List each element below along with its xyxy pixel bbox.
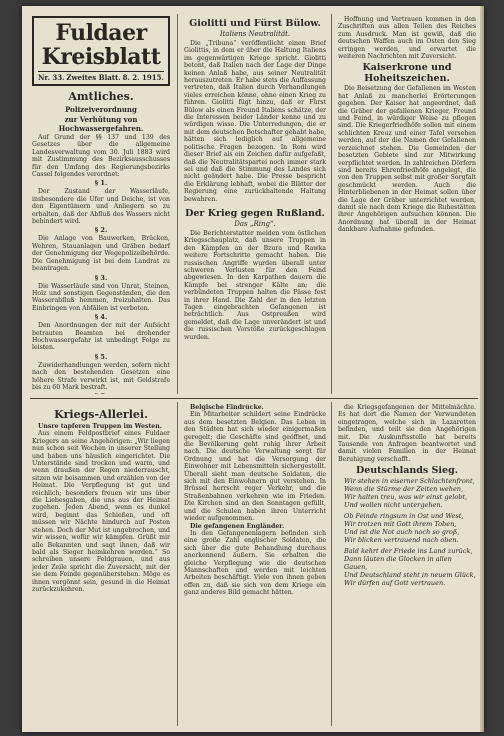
- masthead-title: Fuldaer Kreisblatt: [41, 20, 161, 70]
- article-lead: [32, 423, 170, 430]
- article-subheading: Das „Ring“.: [234, 219, 276, 228]
- poem-line: Und wollen nicht untergehen.: [344, 501, 443, 510]
- decree-paragraph: Den Anordnungen der mit der Aufsicht betrauten Beamten bei drohender Hochwassergefahr ist unbedingt Folge zu leisten.: [32, 322, 170, 352]
- column-rule: [331, 402, 332, 726]
- poem-line: Dann läuten die Glocken in allen Gauen,: [344, 555, 452, 572]
- decree-title: Polizeiverordnung: [65, 105, 137, 114]
- article-body: Die Beisetzung der Gefallenen im Westen hat Anlaß zu mancherlei Erörterungen gegeben. Der Kaiser hat angeordnet, daß die Gräber der gefallenen Krieger, Freund und Feind, in würdiger Weise zu pflegen sind. Die Kriegerfriedhöfe sollen mit einem schlichten Kreuz und einer Tafel versehen werden, auf der die Namen der Gefallenen verzeichnet stehen. Die Gemeinden der besetzten Gebiete sind zur Mitwirkung verpflichtet worden. In zahlreichen Dörfern sind bereits Ehrenfriedhöfe angelegt, die von den Truppen selbst mit großer Sorgfalt geschmückt werden. Auch die Hinterbliebenen in der Heimat sollen über die Lage der Gräber unterrichtet werden, damit sie nach dem Kriege die Ruhestätten ihrer Angehörigen aufsuchen können. Die Anordnung hat überall in der Heimat dankbare Aufnahme gefunden.: [338, 85, 476, 234]
- paragraph-number: § 2.: [94, 226, 108, 235]
- decree-paragraph: Die Anlage von Bauwerken, Brücken, Wehren, Stauanlagen und Gräben bedarf der Genehmigung der Wegepolizeibehörde. Die Genehmigung ist bei dem Landrat zu beantragen.: [32, 235, 170, 273]
- paragraph-number: § 3.: [94, 273, 108, 282]
- poem-line: Wir blicken vertrauend nach oben.: [344, 536, 459, 545]
- decree-paragraph: Zuwiderhandlungen werden, sofern nicht nach den bestehenden Gesetzen eine höhere Strafe verwirkt ist, mit Geldstrafe bis zu 60 Mark bestraft.: [32, 361, 170, 391]
- column-kriegsallerlei: [32, 404, 170, 724]
- article-lead-title: Belgische Eindrücke.: [190, 404, 264, 411]
- decree-paragraph: Der Zustand der Wasserläufe, insbesondere die Ufer und Deiche, ist von den Eigentümern und Anliegern so zu erhalten, daß der Abfluß des Wassers nicht behindert wird.: [32, 188, 170, 226]
- issue-number: Nr. 33.: [38, 73, 65, 82]
- masthead: [32, 16, 170, 86]
- article-lead-title: Die gefangenen Engländer.: [190, 522, 285, 530]
- poem-line: Bald kehrt der Friede ins Land zurück,: [344, 547, 473, 556]
- paragraph-number: [32, 392, 170, 394]
- article-body: Die Berichterstatter melden vom östlichen Kriegsschauplatz, daß unsere Truppen in den Kämpfen an der Bzura und Rawka weitere Fortschritte gemacht haben. Die russischen Angriffe wurden überall unter schweren Verlusten für den Feind abgewiesen. In den Karpathen dauern die Kämpfe bei strenger Kälte an; die verbündeten Truppen halten die Pässe fest in ihrer Hand. Die Zahl der in den letzten Tagen eingebrachten Gefangenen ist beträchtlich. Aus Ostpreußen wird gemeldet, daß die Lage unverändert ist und die russischen Vorstöße zurückgeschlagen wurden.: [184, 229, 326, 341]
- column-rule: [177, 14, 178, 394]
- column-politics: [184, 16, 326, 394]
- article-lead: [184, 523, 326, 530]
- column-rule: [177, 402, 178, 726]
- article-body: In den Gefangenenlagern befinden sich eine große Zahl englischer Soldaten, die sich über die gute Behandlung durchaus anerkennend äußern. Sie erhalten die gleiche Verpflegung wie die deutschen Mannschaften und werden mit leichten Arbeiten beschäftigt. Viele von ihnen geben offen zu, daß sie sich von dem Kriege ein ganz anderes Bild gemacht hätten.: [184, 529, 326, 597]
- section-heading: Kriegs-Allerlei.: [54, 408, 148, 421]
- column-poem: [338, 404, 476, 724]
- article-body: die Kriegsgefangenen der Mittelmächte. Es hat dort die Namen der Verwundeten eingetragen, welche sich in Lazaretten befinden, und teilt sie den Angehörigen mit. Die Auskunftsstelle hat bereits Tausende von Anfragen beantwortet und damit vielen Familien in der Heimat Beruhigung verschafft.: [338, 404, 476, 463]
- column-amtliches: [32, 16, 170, 394]
- poem-heading: Deutschlands Sieg.: [355, 465, 459, 477]
- column-kaiser: [338, 16, 476, 394]
- article-lead: [184, 404, 326, 411]
- masthead-info: [38, 71, 164, 82]
- section-rule: [30, 398, 478, 399]
- paragraph-number: § 5.: [94, 352, 108, 361]
- section-heading: Amtliches.: [68, 90, 134, 103]
- article-subheading: Italiens Neutralität.: [219, 30, 291, 38]
- article-heading: Der Krieg gegen Rußland.: [185, 207, 325, 219]
- poem-line: Wir halten treu, was wir einst gelobt,: [344, 493, 468, 502]
- column-belgium: [184, 404, 326, 724]
- decree-paragraph: Die Wasserläufe sind von Unrat, Steinen, Holz und sonstigen Gegenständen, die den Wasserabfluß hemmen, freizuhalten. Das Einbringen von Abfällen ist verboten.: [32, 282, 170, 312]
- decree-subtitle: zur Verhütung von Hochwassergefahren.: [58, 115, 144, 133]
- poem-line: Ob Feinde ringsum in Ost und West,: [344, 512, 464, 521]
- paragraph-number: § 4.: [94, 313, 108, 322]
- poem-line: Wir trotzen mit Gott ihrem Toben,: [344, 520, 457, 529]
- article-body: Hoffnung und Vertrauen kommen in den Zuschriften aus allen Teilen des Reiches zum Ausdruck. Man ist gewiß, daß die deutschen Waffen auch im Osten den Sieg erringen werden, und erwartet die weiteren Nachrichten mit Zuversicht.: [338, 16, 476, 61]
- article-body: Ein Mitarbeiter schildert seine Eindrücke aus dem besetzten Belgien. Das Leben in den Städten hat sich wieder einigermaßen geregelt; die Geschäfte sind geöffnet, und die Bevölkerung geht ruhig ihrer Arbeit nach. Die deutsche Verwaltung sorgt für Ordnung und hat die Versorgung der Einwohner mit Lebensmitteln sichergestellt. Überall sieht man deutsche Soldaten, die sich mit den Einwohnern gut verstehen. In Brüssel herrscht reger Verkehr, und die Straßenbahnen verkehren wie im Frieden. Die Kirchen sind an den Sonntagen gefüllt, und die Schulen haben ihren Unterricht wieder aufgenommen.: [184, 411, 326, 523]
- newspaper-page: [22, 6, 484, 732]
- article-heading: Kaiserkrone und Hoheitszeichen.: [362, 62, 452, 85]
- poem-line: Wir stehen in eiserner Schlachtenfront,: [344, 477, 475, 486]
- article-body: Die „Tribuna“ veröffentlicht einen Brief Giolittis, in dem er über die Haltung Italiens im gegenwärtigen Kriege spricht. Giolitti betont, daß Italien nach der Lage der Dinge keinen Anlaß habe, aus seiner Neutralität herauszutreten. Er habe stets die Auffassung vertreten, daß Italien durch Verhandlungen vieles erreichen könne, ohne einen Krieg zu führen. Giolitti fügt hinzu, daß er Fürst Bülow als einen Freund Italiens schätze, der die Interessen beider Länder kenne und zu würdigen wisse. Die Unterredungen, die er mit dem deutschen Botschafter gehabt habe, hätten sich lediglich auf allgemeine politische Fragen bezogen. In Rom wird dieser Brief als ein Zeichen dafür aufgefaßt, daß die Neutralitätspartei noch immer stark sei und daß die Stimmung des Landes sich nicht geändert habe. Die Presse bespricht die Erklärung lebhaft, wobei die Blätter der Regierung eine zurückhaltende Haltung bewahren.: [184, 40, 326, 203]
- poem-line: Wenn die Stürme der Zeiten wehen,: [344, 485, 464, 494]
- page-edge-shadow: [480, 6, 484, 732]
- decree-intro: Auf Grund der §§ 137 und 139 des Gesetzes über die allgemeine Landesverwaltung vom 30. Juli 1883 wird mit Zustimmung des Bezirksausschusses für den Umfang des Regierungsbezirks Cassel folgendes verordnet:: [32, 134, 170, 179]
- article-lead-title: Unsre tapferen Truppen im Westen.: [38, 423, 162, 430]
- article-heading: Giolitti und Fürst Bülow.: [189, 18, 321, 29]
- edition-label: Zweites Blatt.: [66, 73, 121, 82]
- poem-line: Und ist die Not auch noch so groß,: [344, 528, 460, 537]
- issue-date: 8. 2. 1915.: [122, 73, 164, 82]
- column-rule: [331, 14, 332, 394]
- poem-line: Und Deutschland steht in neuem Glück,: [344, 571, 476, 580]
- poem-line: Wir dürfen auf Gott vertrauen.: [344, 579, 446, 588]
- paragraph-number: § 1.: [94, 179, 108, 188]
- article-body: Aus einem Feldpostbrief eines Fuldaer Kriegers an seine Angehörigen: „Wir liegen nun schon seit Wochen in unserer Stellung und haben uns häuslich eingerichtet. Die Unterstände sind trocken und warm, und wenn draußen der Regen niederrauscht, sitzen wir beisammen und erzählen von der Heimat. Die Verpflegung ist gut und reichlich; besonders freuen wir uns über die Liebesgaben, die uns aus der Heimat zugehen. Jeden Abend, wenn es dunkel wird, beginnt das Schießen, und oft müssen wir Nächte hindurch auf Posten stehen. Doch der Mut ist ungebrochen, und wir wissen, wofür wir kämpfen. Grüßt mir alle Bekannten und sagt ihnen, daß wir bald als Sieger heimkehren werden.“ So schreiben unsere Feldgrauen, und aus jeder Zeile spricht die Zuversicht, mit der sie dem Feinde gegenüberstehen. Möge es ihnen vergönnt sein, gesund in die Heimat zurückzukehren.: [32, 430, 170, 593]
